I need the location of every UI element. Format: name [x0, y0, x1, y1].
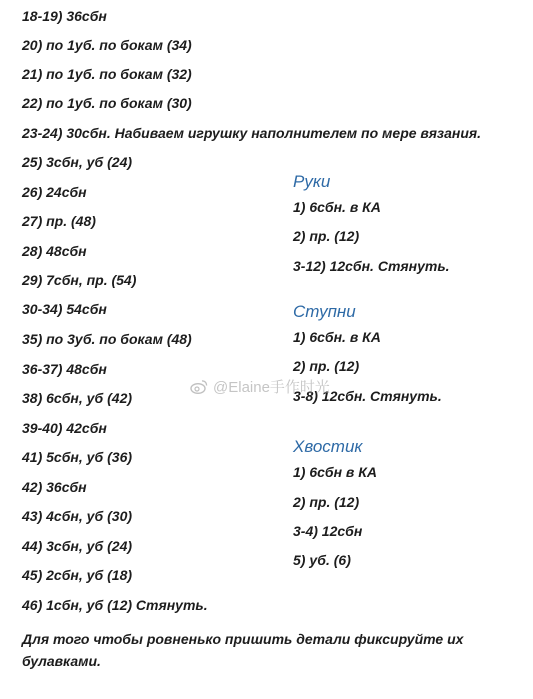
section-title-arms: Руки — [293, 172, 331, 191]
row-left-8: 28) 48сбн — [22, 243, 87, 259]
row-left-5: 25) 3сбн, уб (24) — [22, 154, 133, 170]
row-left-15: 41) 5сбн, уб (36) — [22, 449, 133, 465]
row-left-4: 23-24) 30сбн. Набиваем игрушку наполнителем по мере вязания. — [22, 125, 482, 141]
row-feet-2: 3-8) 12сбн. Стянуть. — [293, 388, 442, 404]
row-left-6: 26) 24сбн — [22, 184, 87, 200]
row-tail-1: 2) пр. (12) — [293, 494, 360, 510]
row-left-10: 30-34) 54сбн — [22, 301, 107, 317]
row-feet-0: 1) 6сбн. в КА — [293, 329, 381, 345]
watermark-text: @Elaine手作时光 — [213, 379, 330, 396]
row-left-3: 22) по 1уб. по бокам (30) — [22, 95, 192, 111]
section-title-tail: Хвостик — [293, 437, 363, 456]
row-left-16: 42) 36сбн — [22, 479, 87, 495]
row-tail-0: 1) 6сбн в КА — [293, 464, 377, 480]
row-arms-1: 2) пр. (12) — [293, 228, 360, 244]
row-arms-0: 1) 6сбн. в КА — [293, 199, 381, 215]
watermark — [190, 376, 330, 397]
row-feet-1: 2) пр. (12) — [293, 358, 360, 374]
row-left-7: 27) пр. (48) — [22, 213, 96, 229]
row-left-2: 21) по 1уб. по бокам (32) — [22, 66, 192, 82]
row-left-11: 35) по 3уб. по бокам (48) — [22, 331, 192, 347]
row-left-0: 18-19) 36сбн — [22, 8, 107, 24]
bottom-note: Для того чтобы ровненько пришить детали фиксируйте их булавками. — [22, 631, 464, 669]
row-left-14: 39-40) 42сбн — [22, 420, 107, 436]
row-tail-3: 5) уб. (6) — [293, 552, 351, 568]
weibo-icon — [190, 379, 208, 394]
row-left-13: 38) 6сбн, уб (42) — [22, 390, 133, 406]
row-left-20: 46) 1сбн, уб (12) Стянуть. — [22, 597, 208, 613]
row-tail-2: 3-4) 12сбн — [293, 523, 363, 539]
row-left-19: 45) 2сбн, уб (18) — [22, 567, 133, 583]
row-left-18: 44) 3сбн, уб (24) — [22, 538, 133, 554]
section-title-feet: Ступни — [293, 302, 356, 321]
row-left-9: 29) 7сбн, пр. (54) — [22, 272, 137, 288]
row-left-12: 36-37) 48сбн — [22, 361, 107, 377]
row-left-1: 20) по 1уб. по бокам (34) — [22, 37, 192, 53]
row-arms-2: 3-12) 12сбн. Стянуть. — [293, 258, 450, 274]
row-left-17: 43) 4сбн, уб (30) — [22, 508, 133, 524]
